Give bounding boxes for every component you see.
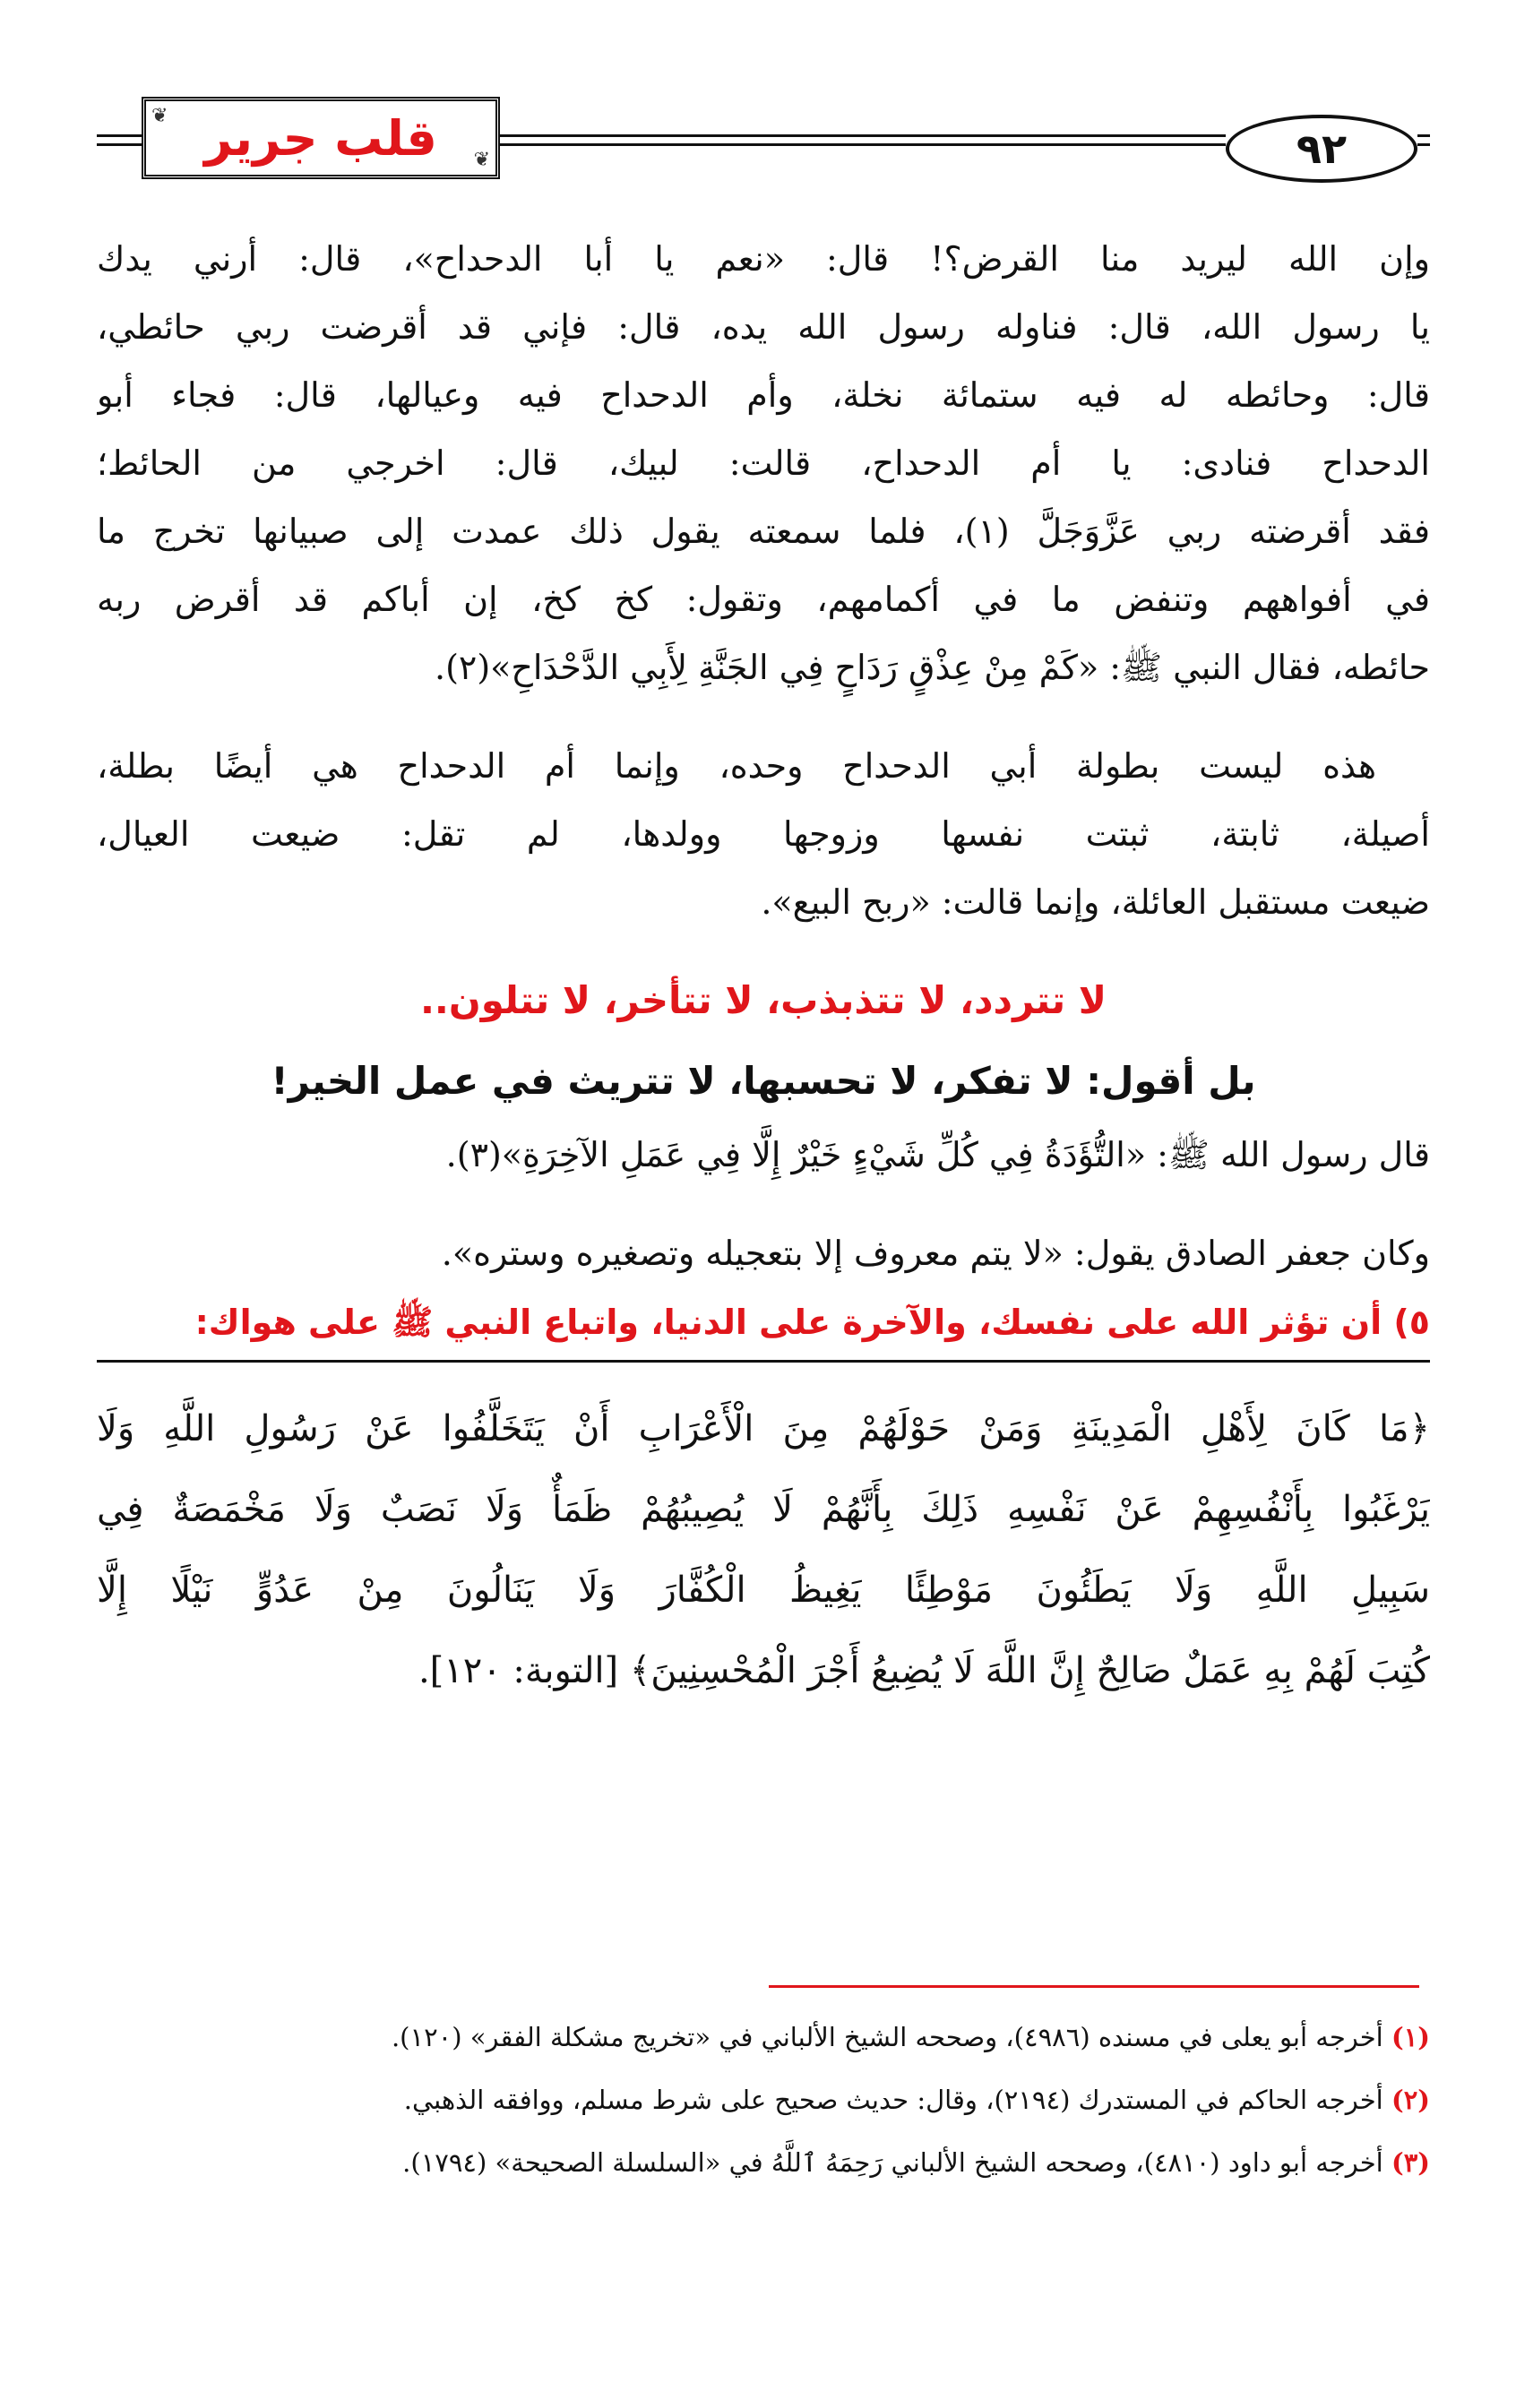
verse-line: يَرْغَبُوا بِأَنْفُسِهِمْ عَنْ نَفْسِهِ ذَلِكَ بِأَنَّهُمْ لَا يُصِيبُهُمْ ظَمَأٌ وَلَا نَصَبٌ وَلَا مَخْمَصَةٌ فِي: [97, 1489, 1430, 1530]
section-heading: ٥) أن تؤثر الله على نفسك، والآخرة على الدنيا، واتباع النبي ﷺ على هواك:: [194, 1303, 1430, 1342]
header-rule-middle: [500, 134, 1226, 137]
footnote-number: (١): [1391, 2022, 1430, 2052]
book-title-frame: [142, 97, 500, 179]
text-line: هذه ليست بطولة أبي الدحداح وحده، وإنما أم الدحداح هي أيضًا بطلة،: [97, 746, 1376, 786]
verse-line: ﴿مَا كَانَ لِأَهْلِ الْمَدِينَةِ وَمَنْ حَوْلَهُمْ مِنَ الْأَعْرَابِ أَنْ يَتَخَلَّفُوا عَنْ رَسُولِ اللَّهِ وَلَا: [97, 1408, 1430, 1449]
footnote-text: أخرجه الحاكم في المستدرك (٢١٩٤)، وقال: حديث صحيح على شرط مسلم، ووافقه الذهبي.: [403, 2085, 1383, 2115]
footnote-text: أخرجه أبو داود (٤٨١٠)، وصححه الشيخ الألباني رَحِمَهُ ٱللَّهُ في «السلسلة الصحيحة» (١٧٩٤).: [402, 2147, 1383, 2178]
text-line: ضيعت مستقبل العائلة، وإنما قالت: «ربح البيع».: [761, 882, 1430, 922]
corner-ornament-icon: ❦: [473, 149, 490, 171]
verse-line: كُتِبَ لَهُمْ بِهِ عَمَلٌ صَالِحٌ إِنَّ اللَّهَ لَا يُضِيعُ أَجْرَ الْمُحْسِنِينَ﴾ [التوبة: ١٢٠].: [418, 1650, 1430, 1691]
bold-heading: بل أقول: لا تفكر، لا تحسبها، لا تتريث في عمل الخير!: [271, 1059, 1256, 1103]
hadith-line: قال رسول الله ﷺ: «التُّؤَدَةُ فِي كُلِّ شَيْءٍ خَيْرٌ إِلَّا فِي عَمَلِ الآخِرَةِ»(٣).: [445, 1135, 1430, 1174]
page-number: ٩٢: [1296, 125, 1348, 173]
text-line: أصيلة، ثابتة، ثبتت نفسها وزوجها وولدها، لم تقل: ضيعت العيال،: [97, 814, 1430, 854]
header-rule-right-2: [1417, 143, 1430, 146]
section-rule: [97, 1360, 1430, 1363]
quote-line: وكان جعفر الصادق يقول: «لا يتم معروف إلا بتعجيله وتصغيره وستره».: [441, 1234, 1430, 1273]
verse-line: سَبِيلِ اللَّهِ وَلَا يَطَئُونَ مَوْطِئًا يَغِيظُ الْكُفَّارَ وَلَا يَنَالُونَ مِنْ عَدُوٍّ نَيْلًا إِلَّا: [97, 1570, 1430, 1611]
page-number-badge: [1226, 115, 1417, 183]
text-line: في أفواههم وتنفض ما في أكمامهم، وتقول: كخ كخ، إن أباكم قد أقرض ربه: [97, 580, 1430, 619]
text-line: قال: وحائطه له فيه ستمائة نخلة، وأم الدحداح فيه وعيالها، قال: فجاء أبو: [97, 375, 1430, 415]
header-rule-middle-2: [500, 143, 1226, 146]
text-line: الدحداح فنادى: يا أم الدحداح، قالت: لبيك، قال: اخرجي من الحائط؛: [97, 443, 1430, 483]
footnote-rule: [769, 1985, 1419, 1988]
header-rule-right: [1417, 134, 1430, 137]
footnote: [97, 2075, 1430, 2125]
header-rule-left: [97, 134, 142, 137]
text-line: حائطه، فقال النبي ﷺ: «كَمْ مِنْ عِذْقٍ رَدَاحٍ فِي الجَنَّةِ لِأَبِي الدَّحْدَاحِ»(٢).: [435, 648, 1430, 687]
footnote: [97, 2012, 1430, 2062]
text-line: يا رسول الله، قال: فناوله رسول الله يده، قال: فإني قد أقرضت ربي حائطي،: [97, 307, 1430, 347]
text-line: وإن الله ليريد منا القرض؟! قال: «نعم يا أبا الدحداح»، قال: أرني يدك: [97, 239, 1430, 279]
footnote-text: أخرجه أبو يعلى في مسنده (٤٩٨٦)، وصححه الشيخ الألباني في «تخريج مشكلة الفقر» (١٢٠).: [391, 2022, 1383, 2052]
red-heading: لا تتردد، لا تتذبذب، لا تتأخر، لا تتلون..: [419, 978, 1107, 1022]
footnote: [97, 2137, 1430, 2188]
header-rule-left-2: [97, 143, 142, 146]
footnote-number: (٢): [1391, 2085, 1430, 2115]
book-title: قلب جرير: [204, 109, 437, 167]
text-line: فقد أقرضته ربي عَزَّوَجَلَّ (١)، فلما سمعته يقول ذلك عمدت إلى صبيانها تخرج ما: [97, 512, 1430, 551]
footnote-number: (٣): [1391, 2147, 1430, 2178]
corner-ornament-icon: ❦: [151, 105, 168, 127]
